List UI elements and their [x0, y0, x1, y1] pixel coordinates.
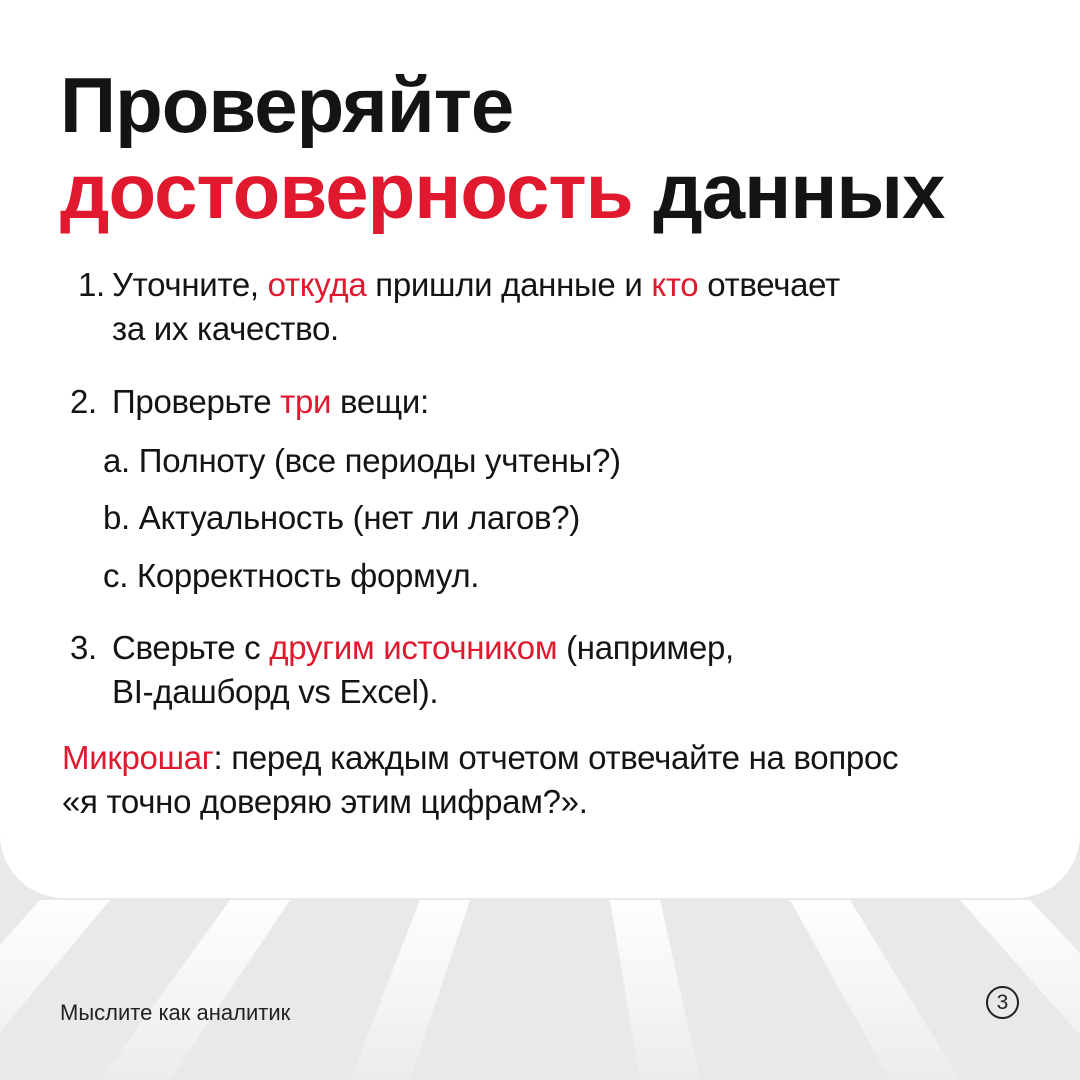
text-segment: отвечает [698, 266, 840, 303]
text-segment: Сверьте с [112, 629, 270, 666]
list-item-line [112, 264, 840, 306]
list-item-line-2: за их качество. [112, 310, 339, 347]
sub-item-c: c. Корректность формул. [103, 557, 480, 594]
text-segment: вещи: [331, 383, 429, 420]
accent-segment: другим источником [269, 629, 558, 666]
page-title [60, 62, 944, 234]
microstep-line [62, 737, 898, 779]
list-number: 2. [70, 383, 97, 420]
title-accent: достоверность [60, 147, 633, 235]
sub-item-b: b. Актуальность (нет ли лагов?) [103, 499, 580, 536]
title-line-2 [60, 148, 944, 234]
footer-label: Мыслите как аналитик [60, 1000, 291, 1025]
microstep-label: Микрошаг [62, 739, 214, 776]
list-number: 1. [78, 266, 105, 303]
title-line-1: Проверяйте [60, 61, 514, 149]
accent-segment: три [280, 383, 332, 420]
text-segment: пришли данные и [366, 266, 652, 303]
text-segment: Проверьте [112, 383, 281, 420]
title-rest: данных [632, 147, 945, 235]
list-item-line [112, 627, 734, 669]
list-item-line [112, 381, 429, 423]
list-number: 3. [70, 629, 97, 666]
list-item-line-2: BI-дашборд vs Excel). [112, 673, 439, 710]
accent-segment: откуда [267, 266, 367, 303]
microstep-text: : перед каждым отчетом отвечайте на вопрос [213, 739, 899, 776]
page-number-badge: 3 [986, 986, 1019, 1019]
text-segment: (например, [557, 629, 734, 666]
sub-item-a: a. Полноту (все периоды учтены?) [103, 442, 621, 479]
text-segment: Уточните, [112, 266, 268, 303]
accent-segment: кто [651, 266, 699, 303]
microstep-line-2: «я точно доверяю этим цифрам?». [62, 783, 588, 820]
